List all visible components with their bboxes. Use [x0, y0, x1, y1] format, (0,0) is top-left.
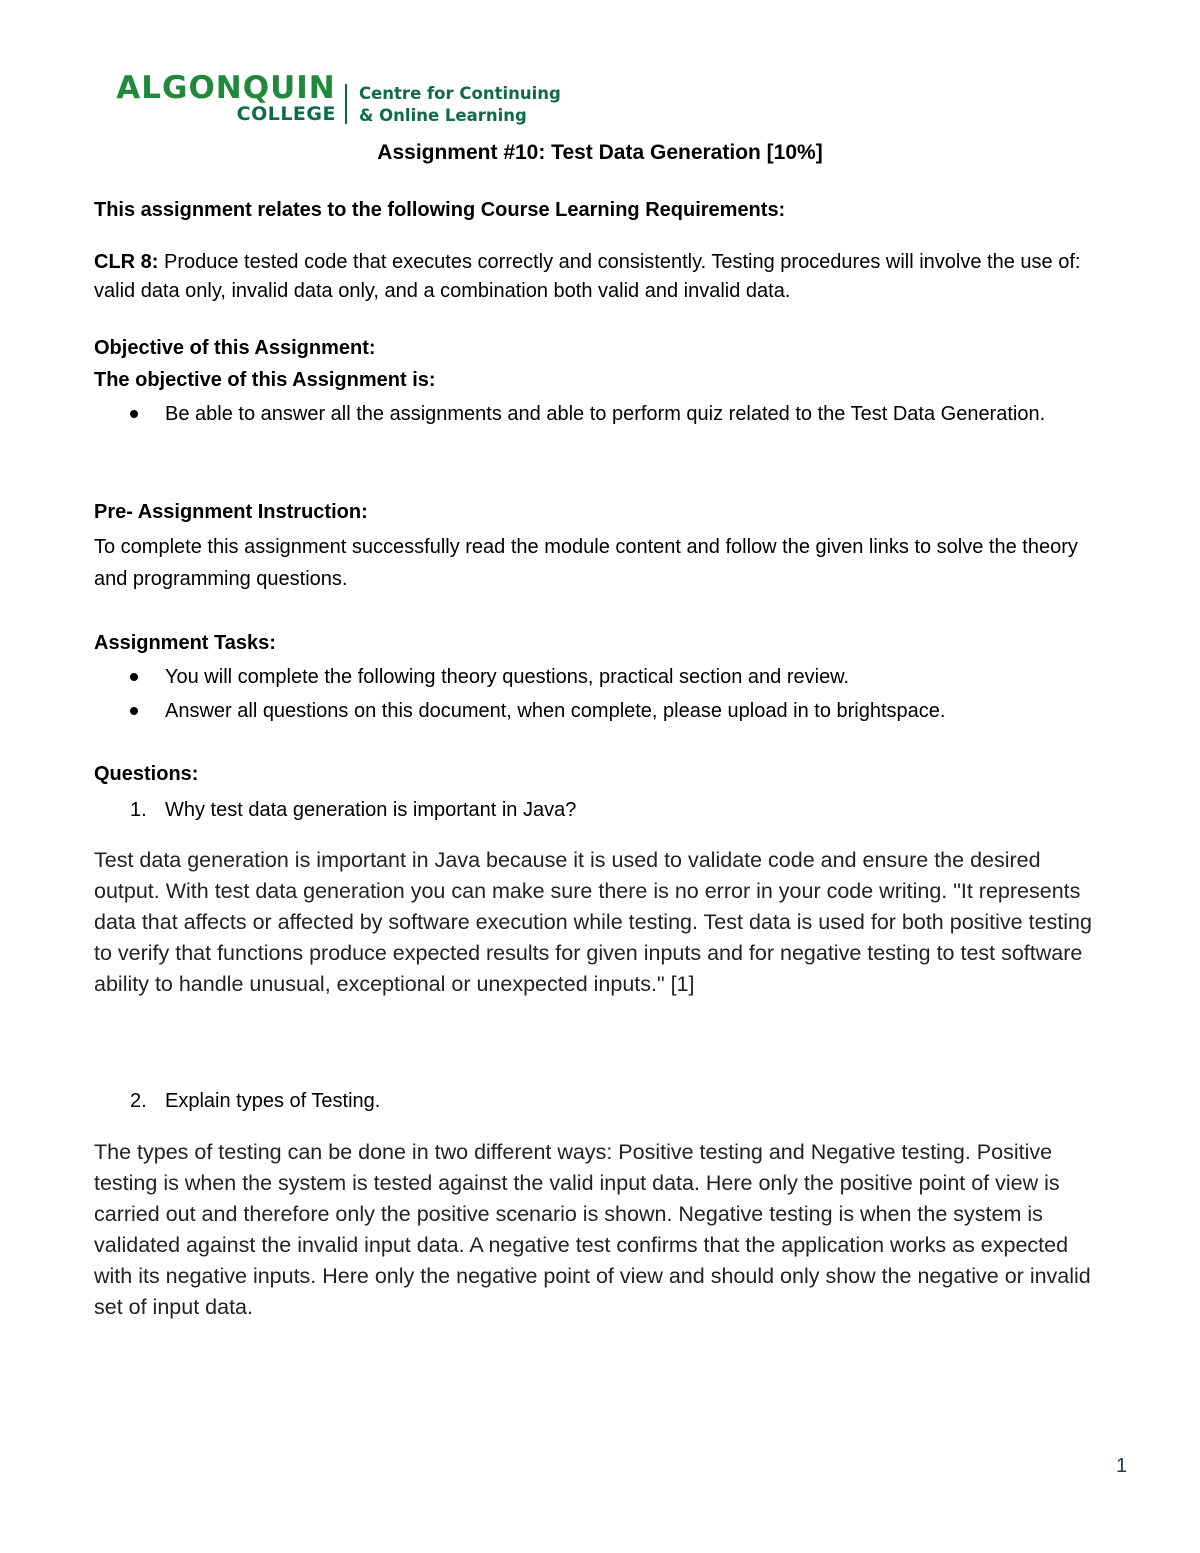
logo-tagline — [359, 83, 561, 127]
objective-bullet-text: Be able to answer all the assignments and able to perform quiz related to the Test Data Generation. — [165, 403, 1046, 425]
answer-paragraph: The types of testing can be done in two different ways: Positive testing and Negative testing. Positive testing is when the system is tested against the valid input data. Here only the positive point of view is carried out and therefore only the positive scenario is shown. Negative testing is when the system is validated against the invalid input data. A negative test confirms that the application works as expected with its negative inputs. Here only the negative point of view and should only show the negative or invalid set of input data. — [94, 1140, 1091, 1319]
document-title: Assignment #10: Test Data Generation [10%] — [377, 141, 823, 164]
clr-paragraph — [94, 248, 1104, 306]
logo-wordmark — [112, 70, 340, 126]
question-number: 2. — [130, 1090, 147, 1112]
pre-assignment-text: To complete this assignment successfully read the module content and follow the given links to solve the theory and programming questions. — [94, 536, 1078, 590]
bullet-icon — [130, 707, 138, 715]
objective-subheading: The objective of this Assignment is: — [94, 369, 436, 391]
bullet-icon — [130, 410, 138, 418]
bullet-icon — [130, 673, 138, 681]
logo-main-text: ALGONQUIN — [116, 70, 336, 106]
objective-heading: Objective of this Assignment: — [94, 337, 376, 359]
logo-sub-text: COLLEGE — [236, 103, 336, 125]
logo-tagline-line1: Centre for Continuing — [359, 84, 561, 103]
question-text: Why test data generation is important in Java? — [165, 799, 577, 821]
tasks-heading: Assignment Tasks: — [94, 632, 276, 654]
answer-paragraph: Test data generation is important in Java because it is used to validate code and ensure the desired output. With test data generation you can make sure there is no error in your code writing. "It represents data that affects or affected by software execution while testing. Test data is used for both positive testing to verify that functions produce expected results for given inputs and for negative testing to test software ability to handle unusual, exceptional or unexpected inputs." [1] — [94, 848, 1092, 996]
task-bullet-text: Answer all questions on this document, when complete, please upload in to brightspace. — [165, 700, 946, 722]
clr-text: Produce tested code that executes correctly and consistently. Testing procedures will involve the use of: valid data only, invalid data only, and a combination both valid and invalid data. — [94, 251, 1081, 302]
questions-heading: Questions: — [94, 763, 199, 785]
college-logo — [112, 70, 592, 130]
task-bullet-text: You will complete the following theory questions, practical section and review. — [165, 666, 850, 688]
page-number: 1 — [1116, 1455, 1128, 1477]
pre-assignment-heading: Pre- Assignment Instruction: — [94, 501, 368, 523]
question-text: Explain types of Testing. — [165, 1090, 381, 1112]
clr-heading: This assignment relates to the following Course Learning Requirements: — [94, 199, 786, 221]
clr-label: CLR 8: — [94, 251, 159, 273]
logo-divider — [345, 84, 347, 124]
question-number: 1. — [130, 799, 147, 821]
logo-tagline-line2: & Online Learning — [359, 106, 527, 125]
